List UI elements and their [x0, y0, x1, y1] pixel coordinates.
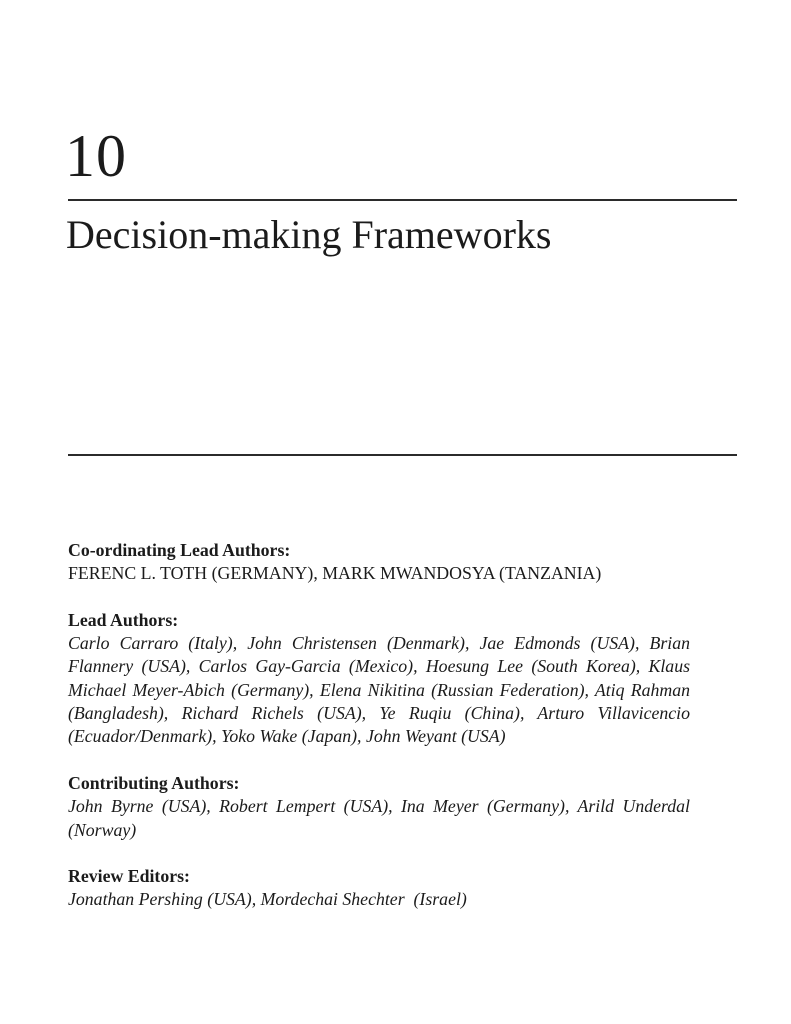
authors-block	[68, 539, 690, 912]
text-line: (Bangladesh), Richard Richels (USA), Ye Ruqiu (China), Arturo Villavicencio	[68, 703, 690, 724]
lead-authors-heading: Lead Authors:	[68, 609, 179, 630]
text-line: Flannery (USA), Carlos Gay-Garcia (Mexico), Hoesung Lee (South Korea), Klaus	[68, 656, 690, 677]
text-line: FERENC L. TOTH (GERMANY), MARK MWANDOSYA (TANZANIA)	[68, 563, 602, 584]
chapter-number: 10	[65, 123, 127, 189]
text-line: Carlo Carraro (Italy), John Christensen (Denmark), Jae Edmonds (USA), Brian	[68, 633, 690, 654]
text-line: John Byrne (USA), Robert Lempert (USA), Ina Meyer (Germany), Arild Underdal	[68, 796, 690, 817]
coordinating-lead-authors-names	[68, 562, 690, 585]
text-line: (Norway)	[68, 819, 137, 840]
section-contributing-authors	[68, 772, 690, 842]
chapter-title: Decision-making Frameworks	[66, 212, 552, 257]
section-review-editors	[68, 865, 690, 912]
contributing-authors-names	[68, 795, 690, 842]
contributing-authors-heading: Contributing Authors:	[68, 772, 240, 793]
bottom-divider-rule	[68, 454, 737, 456]
review-editors-heading: Review Editors:	[68, 866, 190, 887]
section-lead-authors	[68, 609, 690, 749]
top-divider-rule	[68, 199, 737, 201]
text-line: (Ecuador/Denmark), Yoko Wake (Japan), John Weyant (USA)	[68, 726, 506, 747]
coordinating-lead-authors-heading: Co-ordinating Lead Authors:	[68, 540, 291, 560]
section-coordinating-lead-authors	[68, 539, 690, 586]
lead-authors-names	[68, 632, 690, 748]
text-line: Michael Meyer-Abich (Germany), Elena Nikitina (Russian Federation), Atiq Rahman	[68, 679, 690, 700]
text-line: Jonathan Pershing (USA), Mordechai Shechter (Israel)	[68, 889, 467, 910]
review-editors-names	[68, 888, 690, 911]
